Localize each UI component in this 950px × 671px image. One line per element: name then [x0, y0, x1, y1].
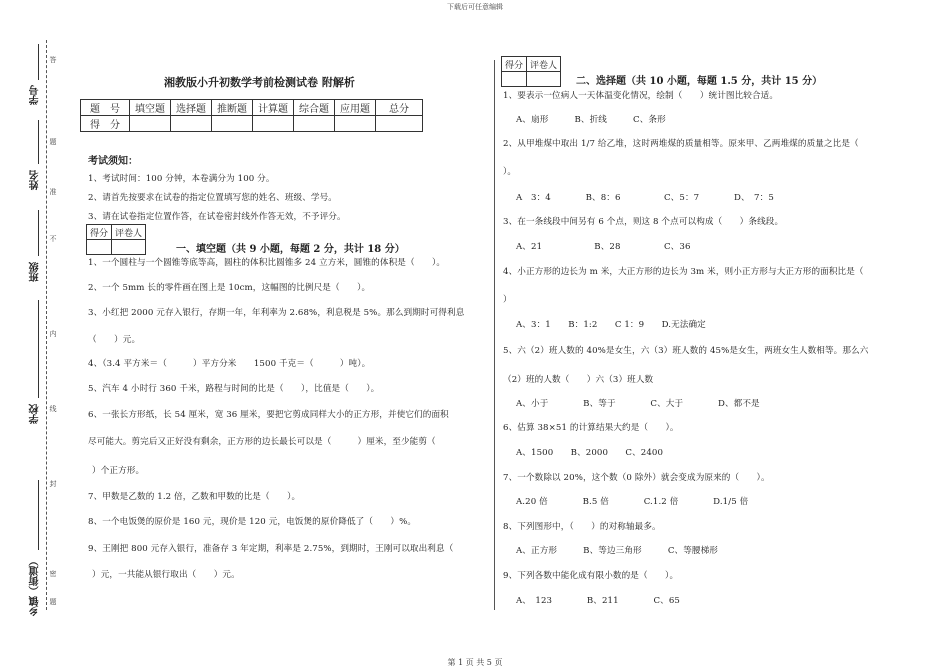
binding-underline	[38, 300, 39, 398]
question-line: 9、下列各数中能化成有限小数的是（ ）。	[503, 571, 679, 581]
question-line: ）个正方形。	[92, 466, 145, 476]
option-line: A、小于 B、等于 C、大于 D、都不是	[516, 399, 760, 409]
notice-item: 2、请首先按要求在试卷的指定位置填写您的姓名、班级、学号。	[88, 193, 337, 203]
score-cell[interactable]	[212, 116, 253, 132]
option-line: A、 123 B、211 C、65	[516, 596, 680, 606]
grader-box-1	[86, 224, 146, 255]
option-line: A 3：4 B、8：6 C、5：7 D、 7：5	[516, 193, 774, 203]
question-line: 7、甲数是乙数的 1.2 倍，乙数和甲数的比是（ ）。	[88, 492, 301, 502]
grader-score-label: 得分	[502, 57, 527, 72]
score-cell[interactable]	[294, 116, 335, 132]
notice-heading: 考试须知：	[88, 156, 138, 167]
question-line: 1、要表示一位病人一天体温变化情况，绘制（ ）统计图比较合适。	[503, 91, 779, 101]
score-header-cell: 选择题	[171, 100, 212, 116]
score-header-cell: 计算题	[253, 100, 294, 116]
notice-item: 3、请在试卷指定位置作答，在试卷密封线外作答无效，不予评分。	[88, 212, 346, 222]
page-number: 第 1 页 共 5 页	[447, 658, 503, 667]
binding-label-class: 班级	[30, 262, 41, 282]
grader-box-2	[501, 56, 561, 87]
binding-mark: 密	[49, 570, 57, 577]
binding-mark: 内	[49, 330, 57, 337]
option-line: A、1500 B、2000 C、2400	[516, 448, 664, 458]
question-line: （2）班的人数（ ）六（3）班人数	[503, 375, 654, 385]
question-line: ）	[503, 295, 512, 305]
grader-score-cell[interactable]	[87, 240, 112, 255]
binding-mark: 线	[49, 405, 57, 412]
grader-name-label: 评卷人	[112, 225, 146, 240]
option-line: A、3：1 B：1:2 C 1：9 D.无法确定	[516, 320, 706, 330]
score-cell[interactable]	[376, 116, 423, 132]
score-table	[80, 99, 423, 132]
question-line: 4、（3.4 平方米＝（ ）平方分米 1500 千克＝（ ）吨）。	[88, 359, 371, 369]
grader-score-cell[interactable]	[502, 72, 527, 87]
option-line: A、21 B、28 C、36	[516, 242, 691, 252]
binding-underline	[38, 44, 39, 80]
binding-mark: 题	[49, 598, 57, 605]
score-cell[interactable]	[335, 116, 376, 132]
question-line: 8、一个电饭煲的原价是 160 元，现价是 120 元，电饭煲的原价降低了（ ）%。	[88, 517, 417, 527]
question-line: 2、从甲堆煤中取出 1/7 给乙堆，这时两堆煤的质量相等。原来甲、乙两堆煤的质量之比是（	[503, 139, 859, 149]
grader-name-cell[interactable]	[527, 72, 561, 87]
binding-mark: 准	[49, 188, 57, 195]
score-header-cell: 综合题	[294, 100, 335, 116]
binding-underline	[38, 480, 39, 550]
question-line: 8、下列图形中，（ ）的对称轴最多。	[503, 522, 661, 532]
question-line: ）。	[503, 167, 517, 177]
question-line: （ ）元。	[88, 335, 141, 345]
score-header-cell: 题 号	[81, 100, 130, 116]
binding-underline	[38, 120, 39, 164]
binding-underline	[38, 210, 39, 256]
binding-dashed-line	[46, 40, 47, 610]
score-cell[interactable]	[130, 116, 171, 132]
section1-heading: 一、填空题（共 9 小题，每题 2 分，共计 18 分）	[176, 244, 405, 255]
score-header-cell: 应用题	[335, 100, 376, 116]
column-separator	[494, 60, 495, 610]
binding-label-school: 学校	[30, 404, 41, 424]
notice-item: 1、考试时间：100 分钟，本卷满分为 100 分。	[88, 174, 275, 184]
exam-title: 湘教版小升初数学考前检测试卷 附解析	[164, 76, 355, 89]
score-cell[interactable]	[253, 116, 294, 132]
score-row-label: 得 分	[81, 116, 130, 132]
top-note: 下载后可任意编辑	[447, 3, 503, 11]
binding-mark: 封	[49, 480, 57, 487]
score-cell[interactable]	[171, 116, 212, 132]
question-line: 1、一个圆柱与一个圆锥等底等高，圆柱的体积比圆锥多 24 立方米，圆锥的体积是（ ）。	[88, 258, 446, 268]
binding-label-student-id: 学号	[30, 85, 41, 105]
question-line: ）元，一共能从银行取出（ ）元。	[92, 570, 240, 580]
option-line: A.20 倍 B.5 倍 C.1.2 倍 D.1/5 倍	[516, 497, 749, 507]
section2-heading: 二、选择题（共 10 小题，每题 1.5 分，共计 15 分）	[576, 76, 823, 87]
question-line: 6、一张长方形纸，长 54 厘米，宽 36 厘米，要把它剪成同样大小的正方形，并使它们的面积	[88, 410, 449, 420]
binding-label-township: 乡镇（街道）	[30, 556, 41, 616]
question-line: 5、汽车 4 小时行 360 千米，路程与时间的比是（ ），比值是（ ）。	[88, 384, 380, 394]
binding-mark: 题	[49, 138, 57, 145]
question-line: 9、王刚把 800 元存入银行，准备存 3 年定期，利率是 2.75%，到期时，王刚可以取出利息（	[88, 544, 454, 554]
question-line: 6、估算 38×51 的计算结果大约是（ ）。	[503, 423, 679, 433]
question-line: 尽可能大。剪完后又正好没有剩余，正方形的边长最长可以是（ ）厘米，至少能剪（	[88, 437, 436, 447]
binding-label-name: 姓名	[30, 170, 41, 190]
grader-score-label: 得分	[87, 225, 112, 240]
question-line: 3、小红把 2000 元存入银行，存期一年，年利率为 2.68%，利息税是 5%。那么到期时可得利息	[88, 308, 465, 318]
binding-mark: 答	[49, 56, 57, 63]
score-header-cell: 填空题	[130, 100, 171, 116]
option-line: A、扇形 B、折线 C、条形	[516, 115, 666, 125]
option-line: A、正方形 B、等边三角形 C、等腰梯形	[516, 546, 718, 556]
grader-name-cell[interactable]	[112, 240, 146, 255]
question-line: 2、一个 5mm 长的零件画在图上是 10cm，这幅图的比例尺是（ ）。	[88, 283, 371, 293]
score-header-cell: 推断题	[212, 100, 253, 116]
question-line: 4、小正方形的边长为 m 米，大正方形的边长为 3m 米，则小正方形与大正方形的面积比是（	[503, 267, 864, 277]
question-line: 5、六（2）班人数的 40%是女生，六（3）班人数的 45%是女生，两班女生人数相等。那么六	[503, 346, 869, 356]
question-line: 7、一个数除以 20%，这个数（0 除外）就会变成为原来的（ ）。	[503, 473, 770, 483]
grader-name-label: 评卷人	[527, 57, 561, 72]
binding-mark: 不	[49, 235, 57, 242]
score-header-cell: 总分	[376, 100, 423, 116]
question-line: 3、在一条线段中间另有 6 个点，则这 8 个点可以构成（ ）条线段。	[503, 217, 784, 227]
